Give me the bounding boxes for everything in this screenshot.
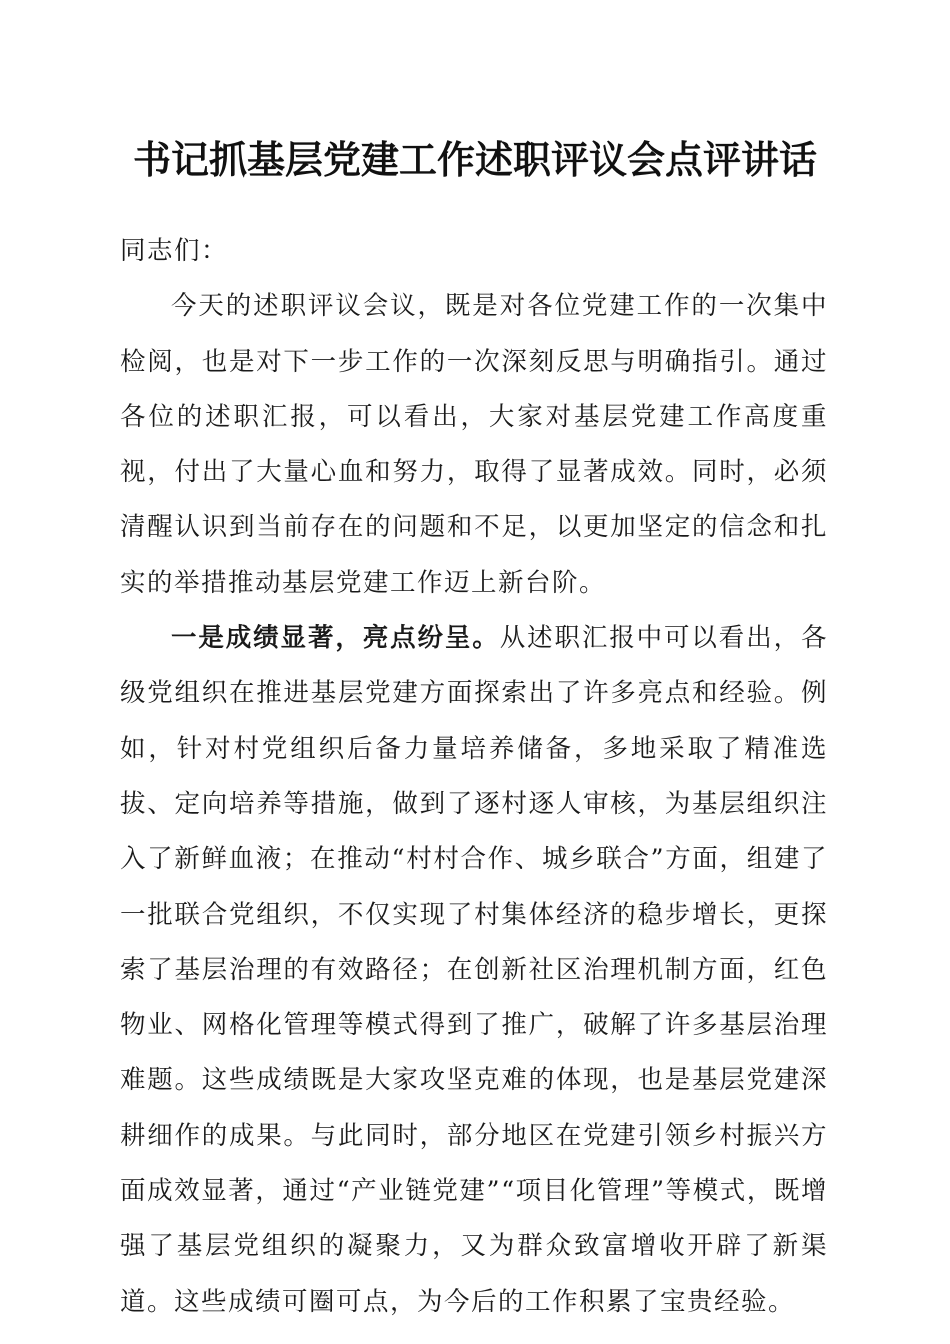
paragraph-achievements-body: 从述职汇报中可以看出，各级党组织在推进基层党建方面探索出了许多亮点和经验。例如，针对村党组织后备力量培养储备，多地采取了精准选拔、定向培养等措施，做到了逐村逐人审核，为基层组织注入了新鲜血液；在推动“村村合作、城乡联合”方面，组建了一批联合党组织，不仅实现了村集体经济的稳步增长，更探索了基层治理的有效路径；在创新社区治理机制方面，红色物业、网格化管理等模式得到了推广，破解了许多基层治理难题。这些成绩既是大家攻坚克难的体现，也是基层党建深耕细作的成果。与此同时，部分地区在党建引领乡村振兴方面成效显著，通过“产业链党建”“项目化管理”等模式，既增强了基层党组织的凝聚力，又为群众致富增收开辟了新渠道。这些成绩可圈可点，为今后的工作积累了宝贵经验。 bbox=[120, 623, 828, 1317]
salutation: 同志们： bbox=[120, 236, 229, 266]
paragraph-achievements bbox=[120, 611, 828, 1330]
document-title: 书记抓基层党建工作述职评议会点评讲话 bbox=[132, 137, 817, 182]
paragraph-lead-heading: 一是成绩显著，亮点纷呈。 bbox=[171, 623, 500, 654]
paragraph-intro: 今天的述职评议会议，既是对各位党建工作的一次集中检阅，也是对下一步工作的一次深刻反思与明确指引。通过各位的述职汇报，可以看出，大家对基层党建工作高度重视，付出了大量心血和努力，取得了显著成效。同时，必须清醒认识到当前存在的问题和不足，以更加坚定的信念和扎实的举措推动基层党建工作迈上新台阶。 bbox=[120, 291, 828, 598]
document-body bbox=[120, 224, 828, 1330]
